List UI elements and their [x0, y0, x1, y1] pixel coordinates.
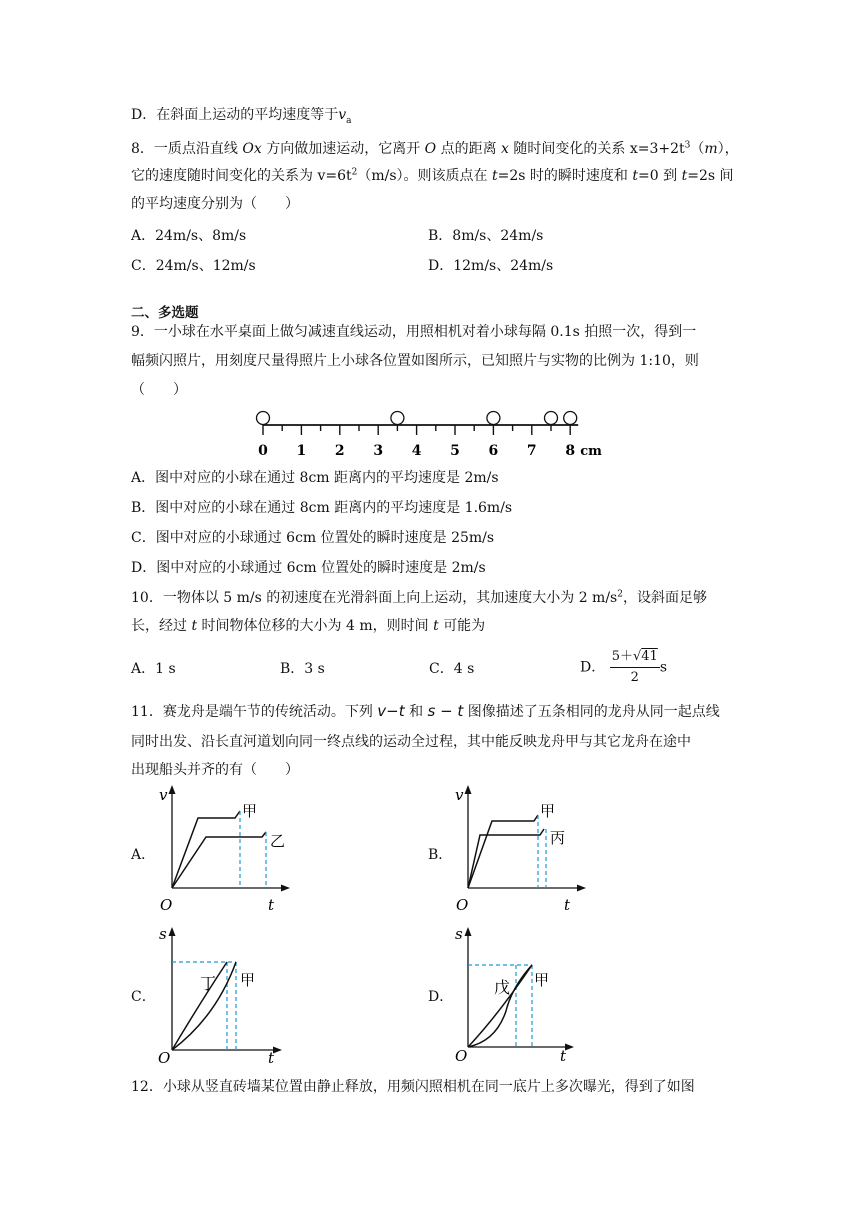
ball-marker: [391, 412, 404, 425]
graph-b-curve1: 甲: [540, 802, 556, 820]
ruler-tick-label: 7: [526, 443, 537, 459]
q8-option-d: D．12m/s、24m/s: [428, 258, 554, 274]
graph-c-xlabel: t: [268, 1049, 275, 1067]
q12-stem-line1: 12．小球从竖直砖墙某位置由静止释放，用频闪照相机在同一底片上多次曝光，得到了如图: [131, 1079, 695, 1095]
graph-b-ylabel: v: [455, 786, 464, 804]
ruler-unit-label: cm: [580, 444, 602, 459]
graph-b-origin: O: [456, 896, 469, 914]
q11-stem-line3: 出现船头并齐的有（ ）: [131, 762, 299, 778]
q10-option-c: C．4 s: [429, 661, 475, 677]
graph-b-xlabel: t: [564, 896, 571, 914]
ruler-tick-label: 5: [450, 443, 460, 459]
q9-option-b: B．图中对应的小球在通过 8cm 距离内的平均速度是 1.6m/s: [131, 500, 513, 516]
q9-option-c: C．图中对应的小球通过 6cm 位置处的瞬时速度是 25m/s: [131, 530, 495, 546]
graph-a-ylabel: v: [159, 786, 168, 804]
q9-option-d: D．图中对应的小球通过 6cm 位置处的瞬时速度是 2m/s: [131, 560, 486, 576]
fraction: $\frac{5+√41}{2}$: [611, 649, 658, 685]
graph-c: [150, 925, 300, 1067]
ball-marker: [487, 412, 500, 425]
q11-option-d: D．: [428, 989, 454, 1005]
graph-d-xlabel: t: [560, 1047, 567, 1065]
graph-d: [446, 925, 596, 1065]
ruler-tick-label: 2: [334, 443, 345, 459]
q9-option-a: A．图中对应的小球在通过 8cm 距离内的平均速度是 2m/s: [131, 470, 499, 486]
graph-c-curve1: 丁: [200, 974, 217, 993]
q8-stem-line1: 8．一质点沿直线 Ox 方向做加速运动，它离开 O 点的距离 x 随时间变化的关系 $x=3+2t^3(m)$，: [131, 140, 739, 157]
ruler-tick-label: 6: [488, 443, 499, 459]
q7-option-d: D．在斜面上运动的平均速度等于$v_a$: [131, 107, 352, 126]
graph-a-curve2: 乙: [270, 832, 286, 850]
graph-d-ylabel: s: [455, 925, 463, 943]
graph-b: [446, 785, 596, 920]
ruler-tick-label: 4: [411, 443, 422, 459]
q8-stem-line2: 它的速度随时间变化的关系为 $v=6t^2(m/s)$。则该质点在 t=2s 时的瞬时速度和 t=0 到 t=2s 间: [131, 167, 734, 184]
q11-stem-line1: 11．赛龙舟是端午节的传统活动。下列 v−t 和 s − t 图像描述了五条相同的龙舟从同一起点线: [131, 702, 720, 720]
graph-a-xlabel: t: [268, 896, 275, 914]
q11-stem-line2: 同时出发、沿长直河道划向同一终点线的运动全过程，其中能反映龙舟甲与其它龙舟在途中: [131, 734, 691, 750]
graph-d-origin: O: [455, 1047, 468, 1065]
q10-stem-line2: 长，经过 t 时间物体位移的大小为 4 m，则时间 t 可能为: [131, 618, 486, 634]
q10-stem-line1: 10．一物体以 5 m/s 的初速度在光滑斜面上向上运动，其加速度大小为 2 $m/s^2$，设斜面足够: [131, 589, 707, 606]
q8-option-a: A．24m/s、8m/s: [131, 228, 247, 244]
q9-stem-line3: （ ）: [131, 382, 187, 398]
ruler-tick-label: 3: [373, 443, 384, 459]
q11-option-a: A．: [131, 847, 156, 863]
ball-marker: [545, 412, 558, 425]
ruler-tick-label: 8: [565, 443, 576, 459]
q10-option-a: A．1 s: [131, 661, 176, 677]
q8-option-b: B．8m/s、24m/s: [428, 228, 544, 244]
ruler-tick-label: 0: [258, 443, 268, 459]
q10-option-d: D． $\frac{5+√41}{2}$ s: [580, 649, 667, 685]
graph-a-origin: O: [160, 896, 173, 914]
q10-option-b: B．3 s: [280, 661, 325, 677]
q11-option-c: C．: [131, 989, 156, 1005]
q8-stem-line3: 的平均速度分别为（ ）: [131, 196, 299, 212]
q9-stem-line1: 9．一小球在水平桌面上做匀减速直线运动，用照相机对着小球每隔 0.1s 拍照一次，得到一: [131, 324, 697, 340]
graph-c-origin: O: [158, 1049, 171, 1067]
section-title: 二、多选题: [131, 305, 199, 321]
graph-d-curve1: 戊: [494, 978, 511, 997]
ball-marker: [257, 412, 270, 425]
ruler-tick-label: 1: [296, 443, 307, 459]
q11-option-b: B．: [428, 847, 453, 863]
ball-marker: [564, 412, 577, 425]
graph-b-curve2: 丙: [550, 829, 566, 847]
graph-d-curve2: 甲: [534, 971, 550, 989]
graph-a: [150, 785, 300, 920]
q8-option-c: C．24m/s、12m/s: [131, 258, 256, 274]
graph-a-curve1: 甲: [242, 802, 258, 820]
graph-c-curve2: 甲: [240, 971, 256, 989]
graph-c-ylabel: s: [159, 925, 167, 943]
q9-stem-line2: 幅频闪照片，用刻度尺量得照片上小球各位置如图所示，已知照片与实物的比例为 1:10，则: [131, 353, 699, 369]
